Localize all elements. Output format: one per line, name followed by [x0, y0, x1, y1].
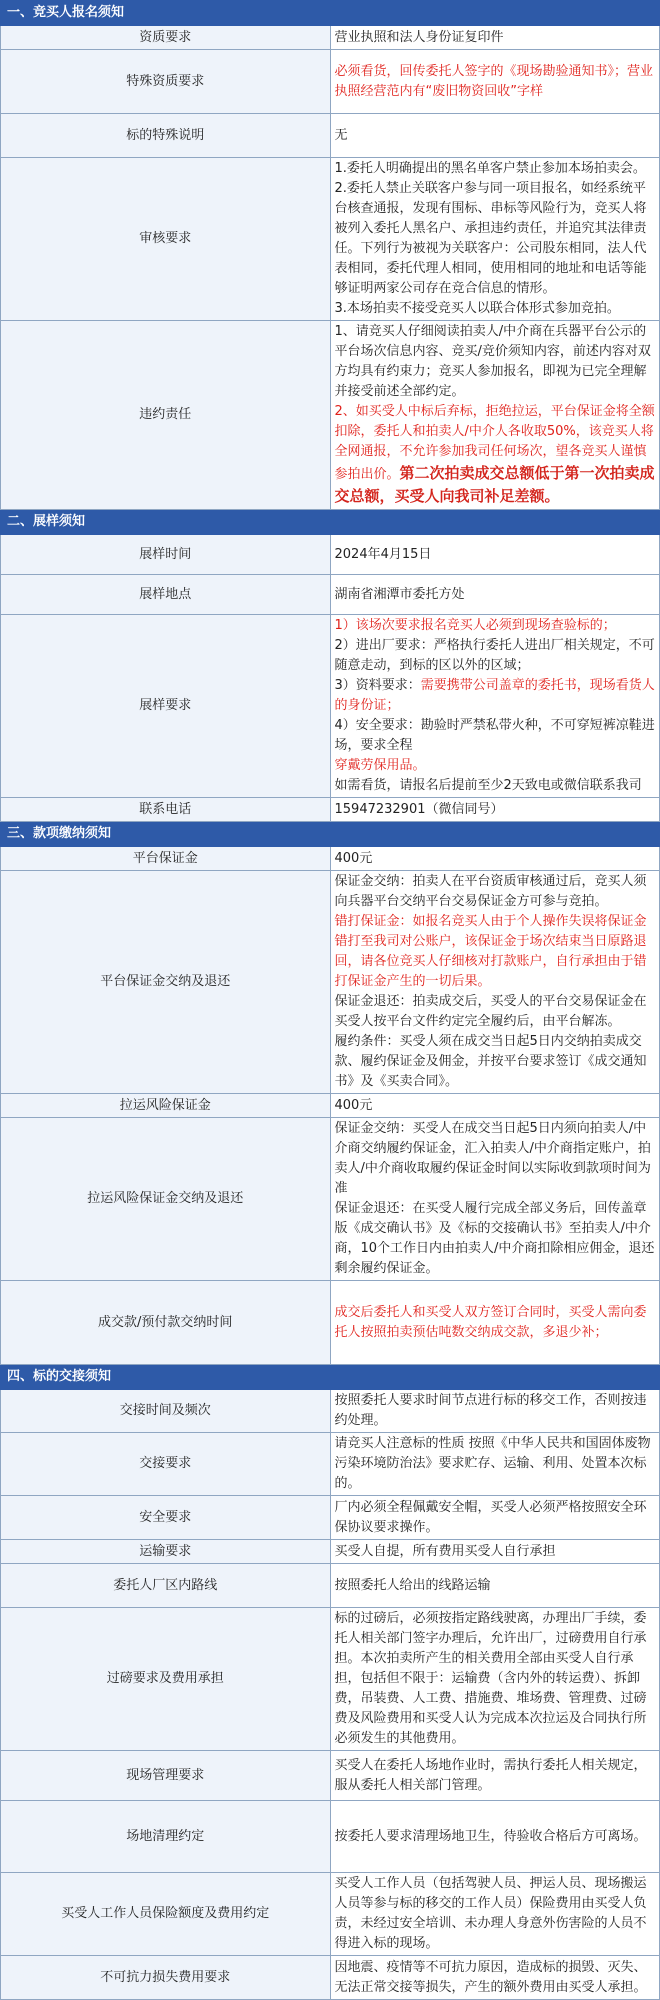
table-row	[1, 158, 660, 321]
value-line: 1.委托人明确提出的黑名单客户禁止参加本场拍卖会。	[334, 161, 646, 176]
row-label: 现场管理要求	[1, 1751, 331, 1801]
table-row	[1, 871, 660, 1094]
table-row	[1, 1873, 660, 1956]
value-line: 2.委托人禁止关联客户参与同一项目报名，如经系统平台核查通报，发现有围标、串标等风险行为，竞买人将被列入委托人黑名户、承担违约责任，并追究其法律责任。下列行为被视为关联客户：公司股东相同，法人代表相同，委托代理人相同，使用相同的地址和电话等能够证明两家公司存在竞合信息的情形。	[334, 181, 647, 296]
value-line: 保证金退还：拍卖成交后，买受人的平台交易保证金在买受人按平台文件约定完全履约后，由平台解冻。	[334, 994, 647, 1029]
row-value: 必须看货，回传委托人签字的《现场勘验通知书》；营业执照经营范内有“废旧物资回收”字样	[330, 50, 660, 114]
row-label: 展样要求	[1, 615, 331, 798]
row-value: 按委托人要求清理场地卫生，待验收合格后方可离场。	[330, 1801, 660, 1873]
table-row	[1, 1390, 660, 1433]
value-line: 保证金交纳：拍卖人在平台资质审核通过后，竞买人须向兵器平台交纳平台交易保证金方可参与竞拍。	[334, 874, 647, 909]
section-title: 三、款项缴纳须知	[1, 822, 660, 847]
table-row	[1, 798, 660, 822]
row-value: 成交后委托人和买受人双方签订合同时，买受人需向委托人按照拍卖预估吨数交纳成交款，多退少补；	[330, 1281, 660, 1365]
table-row	[1, 26, 660, 50]
row-value: 因地震、疫情等不可抗力原因，造成标的损毁、灭失、无法正常交接等损失，产生的额外费用由买受人承担。	[330, 1956, 660, 2000]
section-header	[1, 510, 660, 535]
table-row	[1, 615, 660, 798]
table-row	[1, 1281, 660, 1365]
row-value: 标的过磅后，必须按指定路线驶离，办理出厂手续，委托人相关部门签字办理后，允许出厂，过磅费用自行承担。本次拍卖所产生的相关费用全部由买受人自行承担，包括但不限于：运输费（含内外的转运费）、拆卸费，吊装费、人工费、措施费、堆场费、管理费、过磅费及风险费用和买受人认为完成本次拉运及合同执行所必须发生的其他费用。	[330, 1608, 660, 1751]
table-row	[1, 1496, 660, 1540]
row-label: 交接时间及频次	[1, 1390, 331, 1433]
table-row	[1, 50, 660, 114]
value-line: 保证金退还：在买受人履行完成全部义务后，回传盖章版《成交确认书》及《标的交接确认书》至拍卖人/中介商，10个工作日内由拍卖人/中介商扣除相应佣金，退还剩余履约保证金。	[334, 1201, 655, 1276]
row-value: 买受人在委托人场地作业时，需执行委托人相关规定，服从委托人相关部门管理。	[330, 1751, 660, 1801]
value-line: 3.本场拍卖不接受竞买人以联合体形式参加竞拍。	[334, 301, 620, 316]
value-line: 履约条件：买受人须在成交当日起5日内交纳拍卖成交款、履约保证金及佣金，并按平台要求签订《成交通知书》及《买卖合同》。	[334, 1034, 647, 1089]
row-value	[330, 1118, 660, 1281]
row-label: 拉运风险保证金	[1, 1094, 331, 1118]
row-label: 特殊资质要求	[1, 50, 331, 114]
value-line: 2、如买受人中标后弃标，拒绝拉运，平台保证金将全额扣除，委托人和拍卖人/中介人各收取50%，该竞买人将全网通报，不允许参加我司任何场次，望各竞买人谨慎参拍出价。	[334, 404, 655, 482]
row-label: 审核要求	[1, 158, 331, 321]
row-value	[330, 615, 660, 798]
row-label: 联系电话	[1, 798, 331, 822]
value-line: 4）安全要求：勘验时严禁私带火种，不可穿短裤凉鞋进场，要求全程	[334, 718, 655, 753]
value-line: 需要携带公司盖章的委托书，现场看货人的身份证；	[334, 678, 655, 713]
row-label: 运输要求	[1, 1540, 331, 1564]
section-header	[1, 1365, 660, 1390]
row-label: 买受人工作人员保险额度及费用约定	[1, 1873, 331, 1956]
row-label: 委托人厂区内路线	[1, 1564, 331, 1608]
row-value	[330, 158, 660, 321]
table-row	[1, 1564, 660, 1608]
value-line: 2）进出厂要求：严格执行委托人进出厂相关规定，不可随意走动，到标的区以外的区域；	[334, 638, 655, 673]
table-row	[1, 114, 660, 158]
value-line: 错打保证金：如报名竞买人由于个人操作失误将保证金错打至我司对公账户，该保证金于场次结束当日原路退回，请各位竞买人仔细核对打款账户，自行承担由于错打保证金产生的一切后果。	[334, 914, 647, 989]
table-row	[1, 847, 660, 871]
value-line: 穿戴劳保用品。	[334, 758, 426, 773]
section-header	[1, 1, 660, 26]
row-value[interactable]: 15947232901（微信同号）	[330, 798, 660, 822]
row-value	[330, 871, 660, 1094]
row-value: 营业执照和法人身份证复印件	[330, 26, 660, 50]
table-row	[1, 1801, 660, 1873]
row-label: 违约责任	[1, 321, 331, 510]
row-value: 按照委托人给出的线路运输	[330, 1564, 660, 1608]
value-line: 如需看货，请报名后提前至少2天致电或微信联系我司	[334, 778, 642, 793]
section-title: 四、标的交接须知	[1, 1365, 660, 1390]
row-label: 资质要求	[1, 26, 331, 50]
value-line: 3）资料要求：	[334, 678, 421, 693]
table-row	[1, 1540, 660, 1564]
row-label: 平台保证金交纳及退还	[1, 871, 331, 1094]
row-label: 展样时间	[1, 535, 331, 575]
row-value: 2024年4月15日	[330, 535, 660, 575]
row-value: 400元	[330, 847, 660, 871]
row-value: 按照委托人要求时间节点进行标的移交工作，否则按违约处理。	[330, 1390, 660, 1433]
value-line: 保证金交纳：买受人在成交当日起5日内须向拍卖人/中介商交纳履约保证金，汇入拍卖人/中介商指定账户，拍卖人/中介商收取履约保证金时间以实际收到款项时间为准	[334, 1121, 651, 1196]
table-row	[1, 1751, 660, 1801]
value-line: 1）该场次要求报名竞买人必须到现场查验标的；	[334, 618, 616, 633]
table-row	[1, 535, 660, 575]
table-row	[1, 1094, 660, 1118]
row-label: 平台保证金	[1, 847, 331, 871]
row-value: 湖南省湘潭市委托方处	[330, 575, 660, 615]
section-header	[1, 822, 660, 847]
table-row	[1, 321, 660, 510]
row-value	[330, 321, 660, 510]
value-line: 第二次拍卖成交总额低于第一次拍卖成交总额，买受人向我司补足差额。	[334, 464, 655, 505]
row-label: 标的特殊说明	[1, 114, 331, 158]
value-line: 1、请竞买人仔细阅读拍卖人/中介商在兵器平台公示的平台场次信息内容、竞买/竞价须知内容，前述内容对双方均具有约束力；竞买人参加报名，即视为已完全理解并接受前述全部约定。	[334, 324, 651, 399]
row-label: 不可抗力损失费用要求	[1, 1956, 331, 2000]
section-title: 一、竞买人报名须知	[1, 1, 660, 26]
row-value: 400元	[330, 1094, 660, 1118]
table-row	[1, 1118, 660, 1281]
row-value: 无	[330, 114, 660, 158]
row-value: 买受人自提，所有费用买受人自行承担	[330, 1540, 660, 1564]
section-title: 二、展样须知	[1, 510, 660, 535]
row-value: 厂内必须全程佩戴安全帽，买受人必须严格按照安全环保协议要求操作。	[330, 1496, 660, 1540]
row-label: 场地清理约定	[1, 1801, 331, 1873]
table-row	[1, 1433, 660, 1496]
row-label: 拉运风险保证金交纳及退还	[1, 1118, 331, 1281]
row-label: 成交款/预付款交纳时间	[1, 1281, 331, 1365]
row-label: 安全要求	[1, 1496, 331, 1540]
row-label: 展样地点	[1, 575, 331, 615]
row-label: 过磅要求及费用承担	[1, 1608, 331, 1751]
row-label: 交接要求	[1, 1433, 331, 1496]
table-row	[1, 575, 660, 615]
row-value: 请竞买人注意标的性质 按照《中华人民共和国固体废物污染环境防治法》要求贮存、运输、利用、处置本次标的。	[330, 1433, 660, 1496]
table-row	[1, 1956, 660, 2000]
table-row	[1, 1608, 660, 1751]
row-value: 买受人工作人员（包括驾驶人员、押运人员、现场搬运人员等参与标的移交的工作人员）保险费用由买受人负责，未经过安全培训、未办理人身意外伤害险的人员不得进入标的现场。	[330, 1873, 660, 1956]
